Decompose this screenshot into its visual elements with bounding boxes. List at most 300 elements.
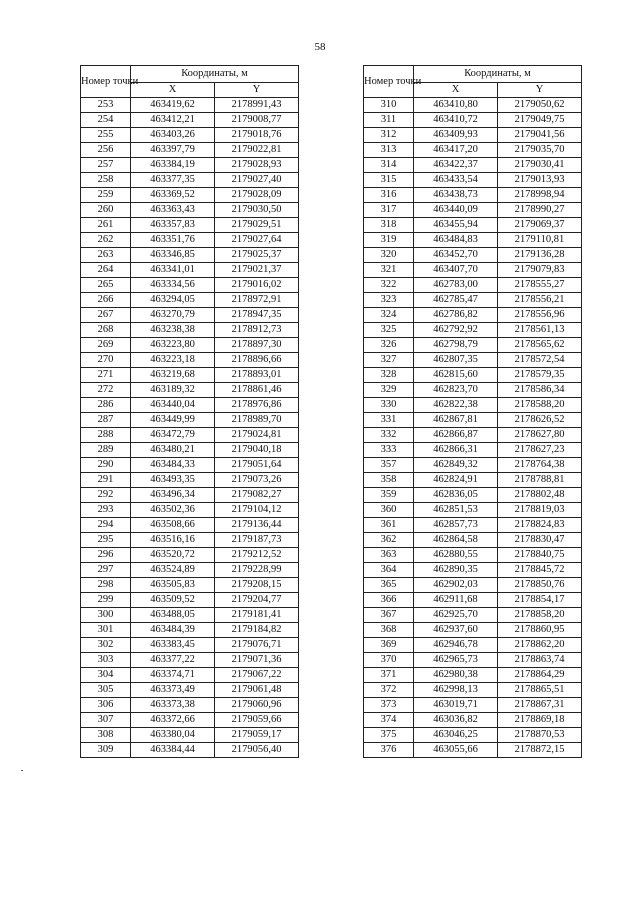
- table-row: [364, 413, 582, 428]
- x-coordinate-cell: 463384,19: [131, 158, 215, 173]
- point-number-cell: 312: [364, 128, 414, 143]
- y-coordinate-cell: 2179018,76: [215, 128, 299, 143]
- table-row: [364, 518, 582, 533]
- table-row: [364, 623, 582, 638]
- point-number-cell: 298: [81, 578, 131, 593]
- table-row: [364, 113, 582, 128]
- x-coordinate-cell: 463238,38: [131, 323, 215, 338]
- y-coordinate-cell: 2178897,30: [215, 338, 299, 353]
- point-number-cell: 261: [81, 218, 131, 233]
- x-coordinate-cell: 463480,21: [131, 443, 215, 458]
- point-number-cell: 272: [81, 383, 131, 398]
- x-coordinate-cell: 462980,38: [414, 668, 498, 683]
- x-coordinate-cell: 463508,66: [131, 518, 215, 533]
- y-coordinate-cell: 2179024,81: [215, 428, 299, 443]
- table-row: [81, 158, 299, 173]
- y-coordinate-cell: 2178845,72: [498, 563, 582, 578]
- y-coordinate-cell: 2178565,62: [498, 338, 582, 353]
- point-number-cell: 313: [364, 143, 414, 158]
- x-coordinate-cell: 462866,31: [414, 443, 498, 458]
- table-row: [364, 98, 582, 113]
- point-number-cell: 287: [81, 413, 131, 428]
- point-number-cell: 291: [81, 473, 131, 488]
- x-coordinate-cell: 463488,05: [131, 608, 215, 623]
- point-number-cell: 319: [364, 233, 414, 248]
- y-column-header: Y: [498, 83, 582, 98]
- point-number-cell: 268: [81, 323, 131, 338]
- y-coordinate-cell: 2178990,27: [498, 203, 582, 218]
- table-row: [81, 113, 299, 128]
- x-coordinate-cell: 463046,25: [414, 728, 498, 743]
- table-row: [364, 563, 582, 578]
- y-coordinate-cell: 2179104,12: [215, 503, 299, 518]
- y-coordinate-cell: 2178586,34: [498, 383, 582, 398]
- table-row: [81, 203, 299, 218]
- y-coordinate-cell: 2179016,02: [215, 278, 299, 293]
- x-coordinate-cell: 463377,22: [131, 653, 215, 668]
- point-number-cell: 331: [364, 413, 414, 428]
- table-row: [364, 323, 582, 338]
- table-row: [364, 173, 582, 188]
- point-number-cell: 316: [364, 188, 414, 203]
- table-row: [364, 338, 582, 353]
- table-row: [364, 143, 582, 158]
- table-row: [364, 743, 582, 758]
- y-coordinate-cell: 2179027,40: [215, 173, 299, 188]
- x-coordinate-cell: 463189,32: [131, 383, 215, 398]
- table-row: [81, 698, 299, 713]
- point-number-cell: 330: [364, 398, 414, 413]
- point-number-cell: 301: [81, 623, 131, 638]
- point-number-cell: 302: [81, 638, 131, 653]
- y-coordinate-cell: 2178802,48: [498, 488, 582, 503]
- y-coordinate-cell: 2178588,20: [498, 398, 582, 413]
- table-row: [81, 293, 299, 308]
- point-number-cell: 360: [364, 503, 414, 518]
- point-number-cell: 371: [364, 668, 414, 683]
- point-number-cell: 373: [364, 698, 414, 713]
- x-coordinate-cell: 462864,58: [414, 533, 498, 548]
- y-coordinate-cell: 2179059,66: [215, 713, 299, 728]
- x-coordinate-cell: 462824,91: [414, 473, 498, 488]
- y-coordinate-cell: 2179060,96: [215, 698, 299, 713]
- x-coordinate-cell: 463373,38: [131, 698, 215, 713]
- x-coordinate-cell: 462798,79: [414, 338, 498, 353]
- y-coordinate-cell: 2178626,52: [498, 413, 582, 428]
- table-row: [364, 608, 582, 623]
- x-coordinate-cell: 463502,36: [131, 503, 215, 518]
- table-row: [81, 593, 299, 608]
- table-row: [364, 683, 582, 698]
- table-row: [364, 233, 582, 248]
- table-row: [364, 548, 582, 563]
- point-number-cell: 333: [364, 443, 414, 458]
- x-coordinate-cell: 463369,52: [131, 188, 215, 203]
- table-row: [81, 683, 299, 698]
- x-coordinate-cell: 462807,35: [414, 353, 498, 368]
- point-number-cell: 309: [81, 743, 131, 758]
- x-coordinate-cell: 463334,56: [131, 278, 215, 293]
- point-number-cell: 293: [81, 503, 131, 518]
- x-coordinate-cell: 463383,45: [131, 638, 215, 653]
- y-coordinate-cell: 2179040,18: [215, 443, 299, 458]
- table-row: [81, 188, 299, 203]
- y-coordinate-cell: 2179059,17: [215, 728, 299, 743]
- x-coordinate-cell: 463455,94: [414, 218, 498, 233]
- x-coordinate-cell: 462937,60: [414, 623, 498, 638]
- point-number-cell: 269: [81, 338, 131, 353]
- x-coordinate-cell: 463509,52: [131, 593, 215, 608]
- x-coordinate-cell: 463407,70: [414, 263, 498, 278]
- x-coordinate-cell: 463412,21: [131, 113, 215, 128]
- table-row: [364, 503, 582, 518]
- y-coordinate-cell: 2179035,70: [498, 143, 582, 158]
- coordinates-header: Координаты, м: [414, 66, 582, 83]
- table-row: [364, 248, 582, 263]
- point-number-cell: 372: [364, 683, 414, 698]
- table-row: [364, 353, 582, 368]
- point-number-cell: 266: [81, 293, 131, 308]
- point-number-cell: 368: [364, 623, 414, 638]
- y-coordinate-cell: 2179079,83: [498, 263, 582, 278]
- table-row: [81, 248, 299, 263]
- y-coordinate-cell: 2178989,70: [215, 413, 299, 428]
- x-coordinate-cell: 463516,16: [131, 533, 215, 548]
- x-coordinate-cell: 463417,20: [414, 143, 498, 158]
- coordinates-header: Координаты, м: [131, 66, 299, 83]
- x-coordinate-cell: 463520,72: [131, 548, 215, 563]
- page-number: 58: [314, 41, 326, 53]
- table-row: [81, 398, 299, 413]
- x-coordinate-cell: 462823,70: [414, 383, 498, 398]
- table-row: [364, 668, 582, 683]
- y-coordinate-cell: 2178824,83: [498, 518, 582, 533]
- table-row: [364, 218, 582, 233]
- y-coordinate-cell: 2178863,74: [498, 653, 582, 668]
- table-row: [81, 563, 299, 578]
- table-row: [81, 98, 299, 113]
- table-row: [364, 263, 582, 278]
- y-coordinate-cell: 2179071,36: [215, 653, 299, 668]
- x-coordinate-cell: 462998,13: [414, 683, 498, 698]
- point-number-cell: 375: [364, 728, 414, 743]
- table-row: [364, 278, 582, 293]
- point-number-cell: 292: [81, 488, 131, 503]
- y-coordinate-cell: 2178867,31: [498, 698, 582, 713]
- y-coordinate-cell: 2179208,15: [215, 578, 299, 593]
- point-number-cell: 286: [81, 398, 131, 413]
- table-row: [364, 128, 582, 143]
- point-number-cell: 264: [81, 263, 131, 278]
- x-coordinate-cell: 463440,09: [414, 203, 498, 218]
- y-coordinate-cell: 2178788,81: [498, 473, 582, 488]
- y-coordinate-cell: 2179025,37: [215, 248, 299, 263]
- x-coordinate-cell: 463452,70: [414, 248, 498, 263]
- table-row: [81, 413, 299, 428]
- point-number-cell: 314: [364, 158, 414, 173]
- x-coordinate-cell: 463294,05: [131, 293, 215, 308]
- x-coordinate-cell: 463223,18: [131, 353, 215, 368]
- y-coordinate-cell: 2178947,35: [215, 308, 299, 323]
- x-coordinate-cell: 463380,04: [131, 728, 215, 743]
- x-coordinate-cell: 462867,81: [414, 413, 498, 428]
- y-coordinate-cell: 2178976,86: [215, 398, 299, 413]
- point-number-cell: 263: [81, 248, 131, 263]
- table-row: [81, 218, 299, 233]
- x-coordinate-cell: 463219,68: [131, 368, 215, 383]
- point-number-cell: 271: [81, 368, 131, 383]
- table-row: [81, 623, 299, 638]
- point-number-cell: 320: [364, 248, 414, 263]
- table-row: [364, 428, 582, 443]
- x-coordinate-cell: 463403,26: [131, 128, 215, 143]
- table-row: [81, 713, 299, 728]
- x-coordinate-cell: 462965,73: [414, 653, 498, 668]
- table-row: [364, 578, 582, 593]
- point-number-cell: 376: [364, 743, 414, 758]
- table-row: [364, 728, 582, 743]
- y-coordinate-cell: 2179028,93: [215, 158, 299, 173]
- x-coordinate-cell: 462815,60: [414, 368, 498, 383]
- x-coordinate-cell: 463409,93: [414, 128, 498, 143]
- x-coordinate-cell: 463472,79: [131, 428, 215, 443]
- table-row: [81, 128, 299, 143]
- y-coordinate-cell: 2178861,46: [215, 383, 299, 398]
- y-coordinate-cell: 2178850,76: [498, 578, 582, 593]
- table-row: [81, 743, 299, 758]
- y-coordinate-cell: 2179082,27: [215, 488, 299, 503]
- y-coordinate-cell: 2179013,93: [498, 173, 582, 188]
- point-number-cell: 317: [364, 203, 414, 218]
- x-column-header: X: [414, 83, 498, 98]
- table-row: [81, 368, 299, 383]
- table-row: [81, 143, 299, 158]
- x-coordinate-cell: 463223,80: [131, 338, 215, 353]
- x-coordinate-cell: 462786,82: [414, 308, 498, 323]
- point-number-header: Номер точки: [81, 66, 131, 98]
- y-coordinate-cell: 2179041,56: [498, 128, 582, 143]
- table-row: [81, 458, 299, 473]
- table-row: [364, 638, 582, 653]
- x-coordinate-cell: 463341,01: [131, 263, 215, 278]
- y-coordinate-cell: 2179073,26: [215, 473, 299, 488]
- table-row: [364, 203, 582, 218]
- table-row: [81, 488, 299, 503]
- x-coordinate-cell: 463374,71: [131, 668, 215, 683]
- point-number-cell: 257: [81, 158, 131, 173]
- table-row: [81, 278, 299, 293]
- point-number-cell: 322: [364, 278, 414, 293]
- table-row: [81, 233, 299, 248]
- point-number-cell: 295: [81, 533, 131, 548]
- y-coordinate-cell: 2179061,48: [215, 683, 299, 698]
- table-row: [81, 473, 299, 488]
- point-number-cell: 367: [364, 608, 414, 623]
- table-row: [364, 458, 582, 473]
- point-number-cell: 304: [81, 668, 131, 683]
- y-coordinate-cell: 2178998,94: [498, 188, 582, 203]
- y-coordinate-cell: 2178870,53: [498, 728, 582, 743]
- x-coordinate-cell: 463055,66: [414, 743, 498, 758]
- table-row: [364, 443, 582, 458]
- y-coordinate-cell: 2179021,37: [215, 263, 299, 278]
- table-row: [364, 698, 582, 713]
- x-column-header: X: [131, 83, 215, 98]
- y-coordinate-cell: 2178896,66: [215, 353, 299, 368]
- point-number-cell: 303: [81, 653, 131, 668]
- x-coordinate-cell: 463419,62: [131, 98, 215, 113]
- y-coordinate-cell: 2179051,64: [215, 458, 299, 473]
- y-coordinate-cell: 2178864,29: [498, 668, 582, 683]
- x-coordinate-cell: 463438,73: [414, 188, 498, 203]
- y-coordinate-cell: 2178912,73: [215, 323, 299, 338]
- x-coordinate-cell: 462785,47: [414, 293, 498, 308]
- y-coordinate-cell: 2179076,71: [215, 638, 299, 653]
- y-coordinate-cell: 2179030,41: [498, 158, 582, 173]
- point-number-cell: 325: [364, 323, 414, 338]
- table-row: [81, 653, 299, 668]
- x-coordinate-cell: 463496,34: [131, 488, 215, 503]
- table-row: [364, 398, 582, 413]
- x-coordinate-cell: 463449,99: [131, 413, 215, 428]
- y-coordinate-cell: 2178865,51: [498, 683, 582, 698]
- point-number-cell: 299: [81, 593, 131, 608]
- point-number-cell: 311: [364, 113, 414, 128]
- y-coordinate-cell: 2178561,13: [498, 323, 582, 338]
- point-number-cell: 362: [364, 533, 414, 548]
- y-coordinate-cell: 2179184,82: [215, 623, 299, 638]
- x-coordinate-cell: 462911,68: [414, 593, 498, 608]
- y-coordinate-cell: 2179067,22: [215, 668, 299, 683]
- table-row: [364, 188, 582, 203]
- point-number-cell: 364: [364, 563, 414, 578]
- table-row: [364, 308, 582, 323]
- table-row: [81, 533, 299, 548]
- table-row: [81, 173, 299, 188]
- y-coordinate-cell: 2178840,75: [498, 548, 582, 563]
- point-number-cell: 270: [81, 353, 131, 368]
- y-coordinate-cell: 2179069,37: [498, 218, 582, 233]
- table-row: [364, 383, 582, 398]
- table-row: [81, 323, 299, 338]
- point-number-cell: 267: [81, 308, 131, 323]
- point-number-cell: 324: [364, 308, 414, 323]
- point-number-cell: 315: [364, 173, 414, 188]
- point-number-cell: 290: [81, 458, 131, 473]
- table-row: [81, 503, 299, 518]
- x-coordinate-cell: 463351,76: [131, 233, 215, 248]
- table-row: [81, 308, 299, 323]
- x-coordinate-cell: 463524,89: [131, 563, 215, 578]
- table-row: [364, 593, 582, 608]
- table-body: [364, 98, 582, 758]
- y-coordinate-cell: 2178627,80: [498, 428, 582, 443]
- y-coordinate-cell: 2178869,18: [498, 713, 582, 728]
- point-number-cell: 323: [364, 293, 414, 308]
- x-coordinate-cell: 463377,35: [131, 173, 215, 188]
- y-coordinate-cell: 2178893,01: [215, 368, 299, 383]
- y-coordinate-cell: 2178572,54: [498, 353, 582, 368]
- x-coordinate-cell: 463397,79: [131, 143, 215, 158]
- point-number-cell: 326: [364, 338, 414, 353]
- y-coordinate-cell: 2178627,23: [498, 443, 582, 458]
- y-coordinate-cell: 2179204,77: [215, 593, 299, 608]
- point-number-cell: 258: [81, 173, 131, 188]
- point-number-cell: 328: [364, 368, 414, 383]
- table-row: [81, 353, 299, 368]
- point-number-cell: 256: [81, 143, 131, 158]
- x-coordinate-cell: 463493,35: [131, 473, 215, 488]
- point-number-cell: 296: [81, 548, 131, 563]
- y-coordinate-cell: 2178860,95: [498, 623, 582, 638]
- point-number-cell: 259: [81, 188, 131, 203]
- point-number-cell: 310: [364, 98, 414, 113]
- table-row: [81, 443, 299, 458]
- point-number-cell: 374: [364, 713, 414, 728]
- point-number-cell: 260: [81, 203, 131, 218]
- table-row: [81, 548, 299, 563]
- x-coordinate-cell: 462849,32: [414, 458, 498, 473]
- y-coordinate-cell: 2178764,38: [498, 458, 582, 473]
- table-row: [364, 533, 582, 548]
- point-number-cell: 329: [364, 383, 414, 398]
- point-number-cell: 369: [364, 638, 414, 653]
- x-coordinate-cell: 462946,78: [414, 638, 498, 653]
- table-row: [364, 368, 582, 383]
- table-row: [81, 263, 299, 278]
- y-coordinate-cell: 2179028,09: [215, 188, 299, 203]
- table-row: [81, 428, 299, 443]
- y-coordinate-cell: 2179027,64: [215, 233, 299, 248]
- table-row: [364, 158, 582, 173]
- y-coordinate-cell: 2179110,81: [498, 233, 582, 248]
- y-coordinate-cell: 2178556,21: [498, 293, 582, 308]
- x-coordinate-cell: 462902,03: [414, 578, 498, 593]
- table-row: [364, 653, 582, 668]
- point-number-cell: 289: [81, 443, 131, 458]
- point-number-cell: 265: [81, 278, 131, 293]
- x-coordinate-cell: 462792,92: [414, 323, 498, 338]
- x-coordinate-cell: 462822,38: [414, 398, 498, 413]
- x-coordinate-cell: 463346,85: [131, 248, 215, 263]
- point-number-cell: 365: [364, 578, 414, 593]
- x-coordinate-cell: 463373,49: [131, 683, 215, 698]
- point-number-cell: 254: [81, 113, 131, 128]
- x-coordinate-cell: 462836,05: [414, 488, 498, 503]
- x-coordinate-cell: 463410,80: [414, 98, 498, 113]
- point-number-cell: 327: [364, 353, 414, 368]
- x-coordinate-cell: 462880,55: [414, 548, 498, 563]
- point-number-cell: 321: [364, 263, 414, 278]
- table-row: [364, 473, 582, 488]
- x-coordinate-cell: 463433,54: [414, 173, 498, 188]
- scan-speck: [21, 770, 23, 771]
- point-number-cell: 297: [81, 563, 131, 578]
- y-coordinate-cell: 2179050,62: [498, 98, 582, 113]
- y-coordinate-cell: 2178858,20: [498, 608, 582, 623]
- y-coordinate-cell: 2179187,73: [215, 533, 299, 548]
- y-coordinate-cell: 2178579,35: [498, 368, 582, 383]
- y-coordinate-cell: 2178830,47: [498, 533, 582, 548]
- table-row: [364, 293, 582, 308]
- x-coordinate-cell: 463363,43: [131, 203, 215, 218]
- point-number-cell: 262: [81, 233, 131, 248]
- y-coordinate-cell: 2178991,43: [215, 98, 299, 113]
- point-number-cell: 366: [364, 593, 414, 608]
- y-coordinate-cell: 2179136,44: [215, 518, 299, 533]
- table-row: [81, 383, 299, 398]
- x-coordinate-cell: 463484,33: [131, 458, 215, 473]
